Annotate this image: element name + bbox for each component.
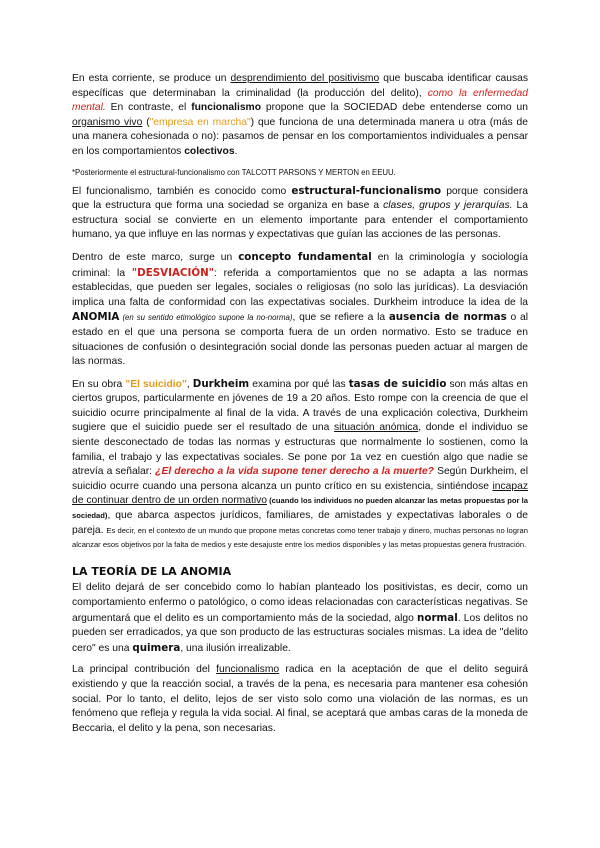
text: que buscaba identificar causas específicas que determinaban la criminalidad (la producción del delito),: [72, 73, 528, 99]
text: , que se refiere a la: [292, 312, 389, 324]
text: porque considera que la estructura que forma una sociedad se organiza en base a: [72, 185, 528, 212]
highlight-text: "empresa en marcha": [149, 116, 251, 128]
text: son más altas en ciertos grupos, particularmente en jóvenes de 19 a 20 años. Esto rompe con la creencia de que el suicidio ocurre principalmente al final de la vida. A través de una explicación colectiva, Durkheim sugiere que el suicidio puede ser el resultado de una: [72, 378, 529, 434]
small-text: Es decir, en el contexto de un mundo que propone metas concretas como tener trabajo y dinero, muchas personas no logran alcanzar esos objetivos por la falta de medios y este desajuste entre los medios disponibles y las metas propuestas genera frustración.: [72, 525, 528, 550]
text: En esta corriente, se produce un: [72, 73, 231, 84]
paragraph-suicidio: [72, 377, 528, 553]
text: : referida a comportamientos que no se adapta a las normas establecidas, que pueden ser legales, sociales o religiosas (no solo las jurídicas). La desviación implica una falta de conformidad con las expectativas sociales. Durkheim introduce la idea de la: [72, 267, 528, 308]
text: En su obra: [72, 378, 126, 390]
bold-text: estructural-funcionalismo: [291, 184, 442, 197]
bold-text: tasas de suicidio: [348, 377, 447, 390]
highlight-text: "DESVIACIÓN": [131, 266, 215, 279]
text: o al estado en el que una persona se comporta fuera de un orden normativo. Esto se traduce en situaciones de confusión o desintegración social donde las personas pueden actuar al margen de las normas.: [72, 312, 528, 368]
bold-text: Durkheim: [192, 377, 250, 390]
text: en la criminología y sociología criminal: la: [72, 251, 528, 279]
text: propone que la SOCIEDAD debe entenderse como un: [261, 102, 528, 114]
text: Según Durkheim, el suicidio ocurre cuando una persona alcanza un punto crítico en su existencia, sintiéndose: [72, 466, 529, 492]
paragraph-estructural: [72, 184, 528, 243]
paragraph-funcionalismo: [72, 663, 528, 736]
document-page: [72, 72, 528, 743]
text: .: [234, 145, 238, 157]
text: Dentro de este marco, surge un: [72, 251, 239, 263]
underlined-text: funcionalismo: [216, 664, 280, 676]
text: La estructura social se convierte en un elemento importante para entender el comportamiento humano, ya que influye en las normas y expectativas que guían las acciones de las personas.: [72, 200, 528, 241]
text: ) que funciona de una determinada manera u otra (más de una manera cohesionada o no): pasamos de pensar en los comportamientos individuales a pensar en los comportamientos: [72, 116, 528, 157]
footnote: *Posteriormente el estructural-funcionalismo con TALCOTT PARSONS Y MERTON en EEUU.: [72, 167, 396, 177]
text: radica en la aceptación de que el delito seguirá existiendo y que la reacción social, a través de la pena, es necesaria para mantener esa cohesión social. Por lo tanto, el delito, lejos de ser visto solo como una violación de las normas, es un fenómeno que refleja y regula la vida social. Al final, se aceptará que ambas caras de la moneda de Beccaria, el delito y la pena, son necesarias.: [72, 664, 528, 734]
text: ,: [186, 378, 193, 390]
text: , una ilusión irrealizable.: [180, 642, 291, 654]
underlined-text: organismo vivo: [72, 116, 143, 128]
bold-text: normal: [417, 611, 458, 624]
text: En contraste, el: [105, 102, 192, 114]
italic-text: (en su sentido etimológico supone la no-norma): [119, 313, 293, 323]
small-text: (cuando los individuos no pueden alcanzar las metas propuestas por la sociedad): [72, 496, 528, 521]
bold-text: quimera: [132, 641, 181, 654]
text: El delito dejará de ser concebido como lo habían planteado los positivistas, es decir, como un comportamiento enfermo o patológico, o como ideas relacionadas con características negativas. Se argumentará que el delito es un comportamiento más de la sociedad, algo: [72, 582, 528, 624]
bold-text: ausencia de normas: [388, 311, 507, 324]
underlined-text: situación anómica: [334, 422, 419, 434]
text: . Los delitos no pueden ser erradicados, ya que son producto de las estructuras sociales mismas. La idea de "delito cero" es una: [72, 612, 528, 654]
text: La principal contribución del: [72, 664, 217, 676]
text: (: [142, 116, 150, 128]
highlight-text: como la enfermedad mental.: [72, 87, 528, 114]
bold-text: ANOMIA: [72, 311, 120, 324]
section-heading: LA TEORÍA DE LA ANOMIA: [72, 564, 232, 578]
paragraph-desviacion: [72, 250, 528, 370]
text: examina por qué las: [249, 378, 349, 390]
bold-text: funcionalismo: [191, 102, 261, 114]
highlight-text: ¿El derecho a la vida supone tener derecho a la muerte?: [155, 466, 434, 478]
paragraph-anomia: [72, 581, 528, 656]
italic-text: clases, grupos y jerarquías.: [383, 200, 513, 212]
highlight-text: "El suicidio": [125, 378, 187, 390]
text: , donde el individuo se siente desconectado de todas las normas y estructuras que normalmente lo sostienen, como la familia, el trabajo y las expectativas sociales. Se pone por 1a vez en cuestión algo que nadie se atrevía a señalar:: [72, 422, 528, 478]
bold-text: colectivos: [184, 145, 235, 157]
underlined-text: desprendimiento del positivismo: [230, 73, 380, 84]
text: , que abarca aspectos jurídicos, familiares, de amistades y expectativas laborales o de pareja.: [72, 510, 528, 536]
paragraph-positivismo: [72, 72, 528, 160]
text: El funcionalismo, también es conocido como: [72, 185, 292, 197]
bold-text: concepto fundamental: [238, 250, 372, 263]
underlined-text: incapaz de continuar dentro de un orden normativo: [72, 480, 528, 507]
